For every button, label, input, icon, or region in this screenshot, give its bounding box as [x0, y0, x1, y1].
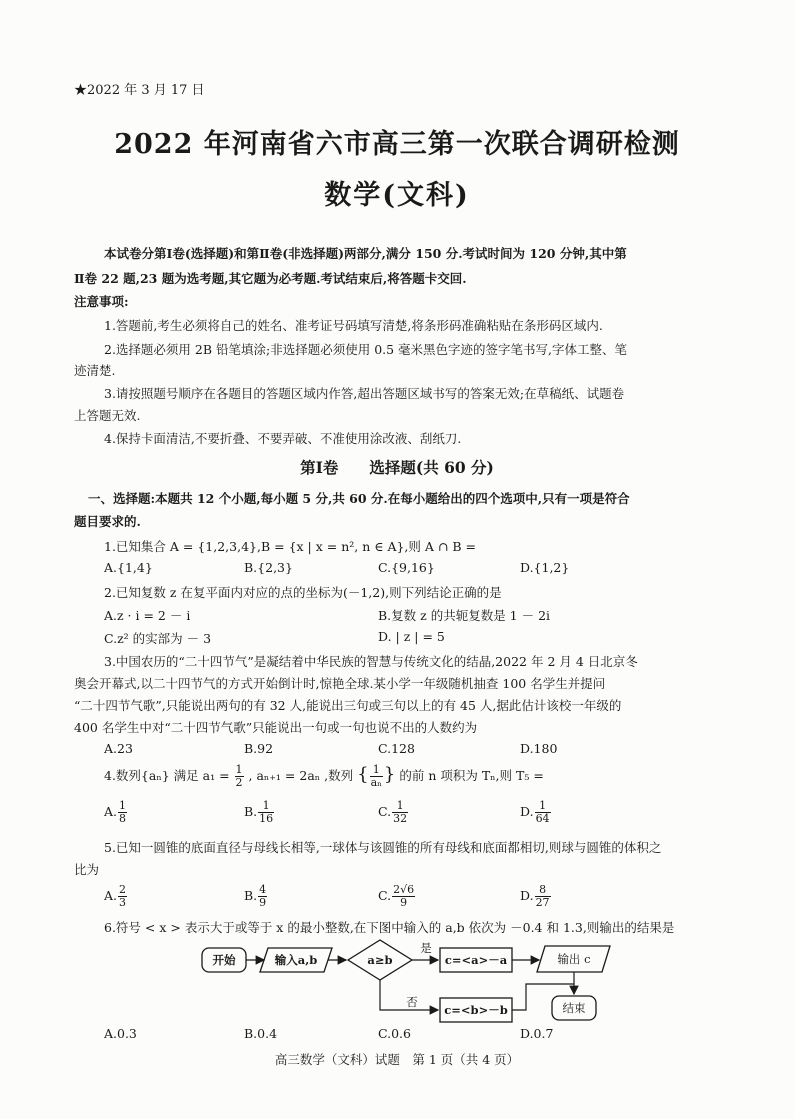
notice-2b: 迹清楚. [74, 363, 116, 378]
q4-option-c: C. $\frac{1}{32}$ [378, 799, 408, 825]
q4-option-a: A. $\frac{1}{8}$ [104, 799, 127, 825]
q1-option-d: D.{1,2} [520, 560, 570, 575]
numerator: 1 [235, 763, 243, 776]
q1-stem: 1.已知集合 A = {1,2,3,4},B = {x | x = n², n ∈ A},则 A ∩ B = [104, 539, 476, 554]
intro-line-1: 本试卷分第Ⅰ卷(选择题)和第Ⅱ卷(非选择题)两部分,满分 150 分.考试时间为 120 分钟,其中第 [104, 246, 627, 261]
section-desc-1: 一、选择题:本题共 12 个小题,每小题 5 分,共 60 分.在每小题给出的四个选项中,只有一项是符合 [88, 491, 630, 506]
q6-option-a: A.0.3 [104, 1026, 137, 1041]
q3-option-c: C.128 [378, 741, 415, 756]
q3-line-1: 3.中国农历的“二十四节气”是凝结着中华民族的智慧与传统文化的结晶,2022 年 2 月 4 日北京冬 [104, 654, 638, 669]
flowchart-yes-label: 是 [420, 941, 432, 955]
notice-3b: 上答题无效. [74, 408, 141, 423]
page-footer: 高三数学（文科）试题 第 1 页（共 4 页） [274, 1052, 520, 1067]
flowchart [200, 938, 640, 1028]
q5-option-a: A. $\frac{2}{3}$ [104, 883, 127, 909]
q2-option-c: C.z² 的实部为 － 3 [104, 631, 212, 646]
flowchart-input: 输入a,b [274, 953, 318, 967]
q3-line-3: “二十四节气歌”,只能说出两句的有 32 人,能说出三句或三句以上的有 45 人,据此估计该校一年级的 [74, 698, 622, 713]
flowchart-condition: a≥b [367, 953, 393, 967]
q5-option-d: D. $\frac{8}{27}$ [520, 883, 550, 909]
q4-stem-part-3: 的前 n 项积为 Tₙ,则 T₅ = [399, 768, 544, 783]
flowchart-no-label: 否 [406, 995, 418, 1009]
q5-line-1: 5.已知一圆锥的底面直径与母线长相等,一球体与该圆锥的所有母线和底面都相切,则球与圆锥的体积之 [104, 840, 662, 855]
exam-subtitle: 数学(文科) [324, 180, 470, 211]
flowchart-assign-no: c=<b>－b [444, 1003, 508, 1017]
q1-option-b: B.{2,3} [244, 560, 293, 575]
exam-title: 2022 年河南省六市高三第一次联合调研检测 [114, 129, 680, 160]
q3-line-4: 400 名学生中对“二十四节气歌”只能说出一句或一句也说不出的人数约为 [74, 720, 478, 735]
q4-stem-part-2: , aₙ₊₁ = 2aₙ ,数列 [248, 768, 354, 783]
flowchart-start: 开始 [212, 953, 236, 967]
notice-4: 4.保持卡面清洁,不要折叠、不要弄破、不准使用涂改液、刮纸刀. [104, 431, 462, 446]
intro-line-2: Ⅱ卷 22 题,23 题为选考题,其它题为必考题.考试结束后,将答题卡交回. [74, 271, 467, 286]
q6-option-b: B.0.4 [244, 1026, 278, 1041]
denominator: 2 [235, 776, 243, 789]
denominator: aₙ [370, 776, 382, 789]
q3-option-a: A.23 [104, 741, 133, 756]
q3-line-2: 奥会开幕式,以二十四节气的方式开始倒计时,惊艳全球.某小学一年级随机抽查 100 名学生并提问 [74, 676, 606, 691]
notice-1: 1.答题前,考生必须将自己的姓名、准考证号码填写清楚,将条形码准确粘贴在条形码区域内. [104, 318, 603, 333]
q3-option-d: D.180 [520, 741, 558, 756]
flowchart-assign-yes: c=<a>－a [444, 953, 508, 967]
section-desc-2: 题目要求的. [74, 514, 141, 529]
q4-stem-part-1: 4.数列{aₙ} 满足 a₁ = [104, 768, 230, 783]
q5-line-2: 比为 [74, 862, 100, 877]
q1-option-a: A.{1,4} [104, 560, 153, 575]
q2-option-a: A.z · i = 2 － i [104, 608, 191, 623]
q4-option-d: D. $\frac{1}{64}$ [520, 799, 550, 825]
q4-fraction-a1 [235, 764, 244, 789]
q2-option-b: B.复数 z 的共轭复数是 1 － 2i [378, 608, 551, 623]
q4-option-b: B. $\frac{1}{16}$ [244, 799, 274, 825]
q6-stem: 6.符号 < x > 表示大于或等于 x 的最小整数,在下图中输入的 a,b 依次为 －0.4 和 1.3,则输出的结果是 [104, 920, 675, 935]
notice-2a: 2.选择题必须用 2B 铅笔填涂;非选择题必须使用 0.5 毫米黑色字迹的签字笔书写,字体工整、笔 [104, 342, 628, 357]
exam-date: ★2022 年 3 月 17 日 [74, 83, 205, 98]
q4-stem: 4.数列{aₙ} 满足 a₁ = $\frac{1}{2}$ , aₙ₊₁ = 2aₙ ,数列 { $\frac{1}{\text{aₙ}}$ } 的前 n 项积为 Tₙ,则 T₅ = [104, 763, 544, 789]
flowchart-end: 结束 [562, 1001, 586, 1015]
q6-option-d: D.0.7 [520, 1026, 554, 1041]
q6-option-c: C.0.6 [378, 1026, 411, 1041]
q4-fraction-reciprocal [370, 764, 383, 789]
q2-option-d: D. | z | = 5 [378, 629, 445, 644]
flowchart-output: 输出 c [557, 952, 591, 966]
q1-option-c: C.{9,16} [378, 560, 435, 575]
q5-option-b: B. $\frac{4}{9}$ [244, 883, 267, 909]
q2-stem: 2.已知复数 z 在复平面内对应的点的坐标为(－1,2),则下列结论正确的是 [104, 585, 502, 600]
q5-option-c: C. $\frac{2√6}{9}$ [378, 883, 415, 909]
section-title: 第Ⅰ卷 选择题(共 60 分) [300, 458, 494, 477]
numerator: 1 [370, 764, 383, 777]
notice-title: 注意事项: [74, 294, 129, 309]
notice-3a: 3.请按照题号顺序在各题目的答题区域内作答,超出答题区域书写的答案无效;在草稿纸、试题卷 [104, 386, 625, 401]
q3-option-b: B.92 [244, 741, 274, 756]
